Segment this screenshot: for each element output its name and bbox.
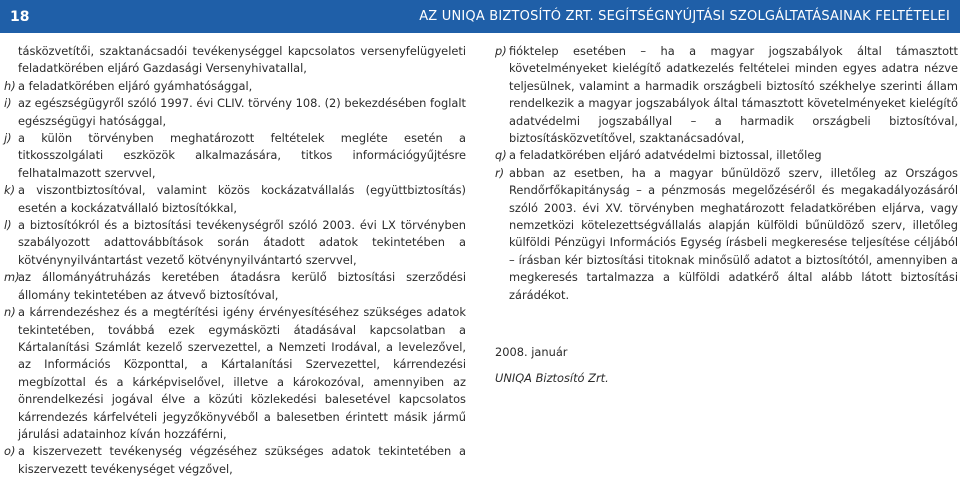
item-label: n) [4, 305, 16, 320]
item-label: h) [4, 78, 16, 93]
item-label: i) [4, 96, 12, 111]
list-item-r [495, 165, 958, 304]
item-text: a külön törvényben meghatározott feltételek megléte esetén a titkosszolgálati eszközök alkalmazására, titkos információgyűjtésre felhatalmazott szervvel, [18, 131, 466, 180]
signature: UNIQA Biztosító Zrt. [495, 370, 609, 385]
item-text: a biztosítókról és a biztosítási tevékenységről szóló 2003. évi LX törvényben szabályozott adattovábbítások során átadott adatok tekintetében a kötvénynyilvántartást vezető kötvénynyilvántartó szervvel, [18, 218, 466, 267]
list-item-n [4, 304, 466, 443]
item-label: r) [495, 165, 505, 180]
item-label: p) [495, 44, 507, 58]
list-item-k [4, 182, 466, 217]
list-item-h [4, 78, 466, 95]
list-item-m [4, 269, 466, 304]
intro-continuation: tásközvetítői, szaktanácsadói tevékenységgel kapcsolatos versenyfelügyeleti feladatkörében eljáró Gazdasági Versenyhivatallal, [18, 44, 466, 76]
item-label: j) [4, 131, 12, 146]
item-label: q) [495, 148, 507, 163]
document-date: 2008. január [495, 345, 568, 360]
left-column [4, 43, 466, 478]
item-text: abban az esetben, ha a magyar bűnüldöző szerv, illetőleg az Országos Rendőrfőkapitányság – a pénzmosás megelőzéséről és megakadályozásáról szóló 2003. évi XV. törvényben meghatározott feladatkörében eljárva, vagy nemzetközi kötelezettségvállalás alapján külföldi bűnüldöző szerv, illetőleg külföldi Pénzügyi Információs Egység írásbeli megkeresése teljesítése céljából – írásban kér biztosítási titoknak minősülő adatot a biztosítótól, amennyiben a megkeresés tartalmazza a külföldi adatkérő által alább látott biztosítási zárádékot. [509, 165, 958, 302]
right-column [495, 43, 958, 387]
page-number: 18 [10, 8, 30, 25]
item-text: a feladatkörében eljáró adatvédelmi biztossal, illetőleg [509, 148, 822, 163]
list-item-l [4, 217, 466, 269]
list-item-q [495, 147, 958, 164]
item-label: l) [4, 218, 12, 233]
item-text: a viszontbiztosítóval, valamint közös kockázatvállalás (együttbiztosítás) esetén a kockázatvállaló biztosítókkal, [18, 183, 466, 215]
list-item-p [495, 43, 958, 147]
list-item-i [4, 95, 466, 130]
item-text: a feladatkörében eljáró gyámhatósággal, [18, 78, 253, 93]
list-item-o [4, 443, 466, 478]
item-text: az egészségügyről szóló 1997. évi CLIV. törvény 108. (2) bekezdésében foglalt egészségügyi hatósággal, [18, 96, 467, 128]
page-header [0, 0, 960, 33]
item-text: a kiszervezett tevékenység végzéséhez szükséges adatok tekintetében a kiszervezett tevékenységet végzővel, [18, 444, 466, 476]
running-title: AZ UNIQA BIZTOSÍTÓ ZRT. SEGÍTSÉGNYÚJTÁSI SZOLGÁLTATÁSAINAK FELTÉTELEI [419, 9, 950, 24]
item-text: fióktelep esetében – ha a magyar jogszabályok által támasztott követelményeket kielégítő adatkezelés feltételei minden egyes adatra nézve teljesülnek, valamint a harmadik országbeli biztosító székhelye szerinti állam rendelkezik a magyar jogszabályok által támasztott követelményeket kielégítő adatvédelmi jogszabállyal – a harmadik országbeli biztosítóval, biztosításközvetítővel, szaktanácsadóval, [509, 44, 958, 146]
item-label: m) [4, 270, 20, 285]
item-label: o) [4, 444, 16, 459]
item-text: a kárrendezéshez és a megtérítési igény érvényesítéséhez szükséges adatok tekintetében, továbbá ezek egymásközti átadásával kapcsolatban a Kártalanítási Számlát kezelő szervezettel, a Nemzeti Irodával, a levelezővel, az Információs Központtal, a Kártalanítási Szervezettel, kárrendezési megbízottal és a kárképviselővel, illetve a károkozóval, amennyiben az önrendelkezési jogával élve a közúti közlekedési balesetével kapcsolatos kárrendezés kárfelvételi jegyzőkönyvéből a balesetben érintett másik jármű járulási adatainhoz kíván hozzáférni, [18, 305, 466, 441]
list-item-j [4, 130, 466, 182]
item-text: az állományátruházás keretében átadásra kerülő biztosítási szerződési állomány tekintetében az átvevő biztosítóval, [18, 270, 466, 302]
item-label: k) [4, 183, 16, 198]
